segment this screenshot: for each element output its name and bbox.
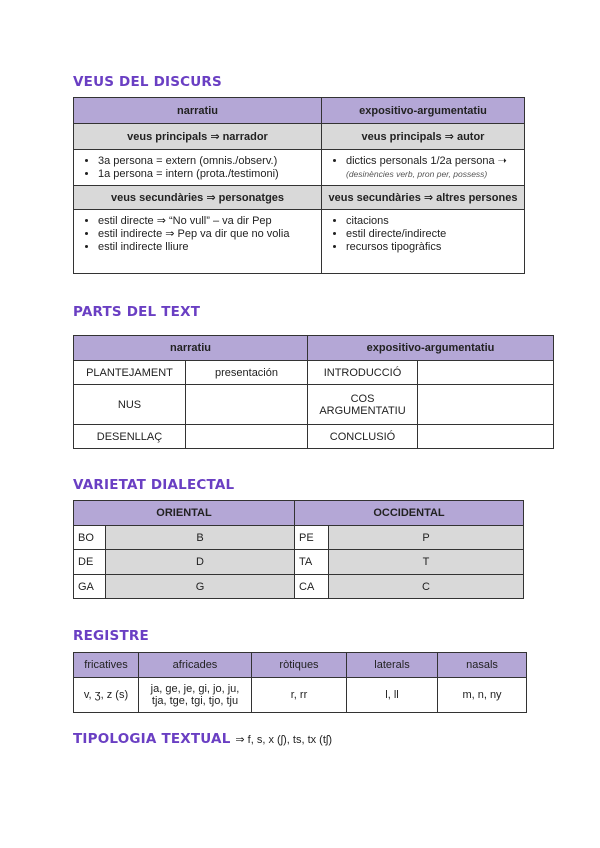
parts-cell: INTRODUCCIÓ <box>308 361 418 385</box>
parts-cell: PLANTEJAMENT <box>74 361 186 385</box>
varietat-cell: BO <box>74 526 106 550</box>
registre-cell: r, rr <box>252 678 347 713</box>
secundaries-narratiu-list <box>78 215 317 254</box>
section-heading-veus: VEUS DEL DISCURS <box>73 74 222 90</box>
veus-header-expositiu: expositivo-argumentatiu <box>322 98 525 124</box>
varietat-table <box>73 500 524 599</box>
veus-secundaries-expositiu: veus secundàries ⇒ altres persones <box>322 186 525 210</box>
registre-header: ròtiques <box>252 653 347 678</box>
veus-table <box>73 97 525 274</box>
registre-header: laterals <box>347 653 438 678</box>
varietat-cell: CA <box>295 575 329 599</box>
tipologia-title: TIPOLOGIA TEXTUAL <box>73 731 231 747</box>
parts-cell <box>418 425 554 449</box>
section-heading-tipologia <box>73 731 332 747</box>
registre-cell: v, ʒ, z (s) <box>74 678 139 713</box>
veus-principals-narratiu: veus principals ⇒ narrador <box>74 124 322 150</box>
veus-secundaries-narratiu: veus secundàries ⇒ personatges <box>74 186 322 210</box>
principals-expositiu-list <box>326 155 520 181</box>
parts-header-expositiu: expositivo-argumentatiu <box>308 336 554 361</box>
list-item: • estil indirecte lliure <box>98 241 317 254</box>
veus-secundaries-expositiu-cell <box>322 210 525 274</box>
parts-cell: COS ARGUMENTATIU <box>308 385 418 425</box>
veus-header-narratiu: narratiu <box>74 98 322 124</box>
secundaries-expositiu-list <box>326 215 520 254</box>
registre-cell: m, n, ny <box>438 678 527 713</box>
veus-principals-expositiu: veus principals ⇒ autor <box>322 124 525 150</box>
tipologia-text: ⇒ f, s, x (ʃ), ts, tx (tʃ) <box>235 734 333 746</box>
registre-header: africades <box>139 653 252 678</box>
list-item: • recursos tipogràfics <box>346 241 520 254</box>
principals-narratiu-list <box>78 155 317 181</box>
registre-cell: l, ll <box>347 678 438 713</box>
varietat-cell: TA <box>295 550 329 575</box>
varietat-cell: C <box>329 575 524 599</box>
registre-cell: ja, ge, je, gi, jo, ju, tja, tge, tgi, tjo, tju <box>139 678 252 713</box>
parts-cell <box>418 361 554 385</box>
varietat-cell: DE <box>74 550 106 575</box>
list-item: • 1a persona = intern (prota./testimoni) <box>98 168 317 181</box>
parts-table <box>73 335 554 449</box>
list-item-text: dictics personals 1/2a persona ➝ <box>346 155 507 167</box>
veus-secundaries-narratiu-cell <box>74 210 322 274</box>
list-item: • citacions <box>346 215 520 228</box>
varietat-cell: G <box>106 575 295 599</box>
list-item-note: (desinències verb, pron per, possess) <box>346 169 488 179</box>
varietat-cell: GA <box>74 575 106 599</box>
list-item: • estil directe ⇒ “No vull” – va dir Pep <box>98 215 317 228</box>
registre-table <box>73 652 527 713</box>
varietat-cell: P <box>329 526 524 550</box>
varietat-header-oriental: ORIENTAL <box>74 501 295 526</box>
varietat-cell: T <box>329 550 524 575</box>
parts-cell: DESENLLAÇ <box>74 425 186 449</box>
section-heading-varietat: VARIETAT DIALECTAL <box>73 477 235 493</box>
veus-principals-expositiu-cell <box>322 150 525 186</box>
varietat-cell: PE <box>295 526 329 550</box>
parts-cell: NUS <box>74 385 186 425</box>
parts-cell <box>186 425 308 449</box>
registre-header: fricatives <box>74 653 139 678</box>
list-item: • estil indirecte ⇒ Pep va dir que no volia <box>98 228 317 241</box>
parts-cell: CONCLUSIÓ <box>308 425 418 449</box>
list-item: • 3a persona = extern (omnis./observ.) <box>98 155 317 168</box>
varietat-header-occidental: OCCIDENTAL <box>295 501 524 526</box>
parts-cell <box>186 385 308 425</box>
registre-header: nasals <box>438 653 527 678</box>
section-heading-parts: PARTS DEL TEXT <box>73 304 201 320</box>
list-item <box>346 155 520 181</box>
parts-header-narratiu: narratiu <box>74 336 308 361</box>
veus-principals-narratiu-cell <box>74 150 322 186</box>
parts-cell: presentación <box>186 361 308 385</box>
parts-cell <box>418 385 554 425</box>
varietat-cell: D <box>106 550 295 575</box>
varietat-cell: B <box>106 526 295 550</box>
section-heading-registre: REGISTRE <box>73 628 149 644</box>
list-item: • estil directe/indirecte <box>346 228 520 241</box>
